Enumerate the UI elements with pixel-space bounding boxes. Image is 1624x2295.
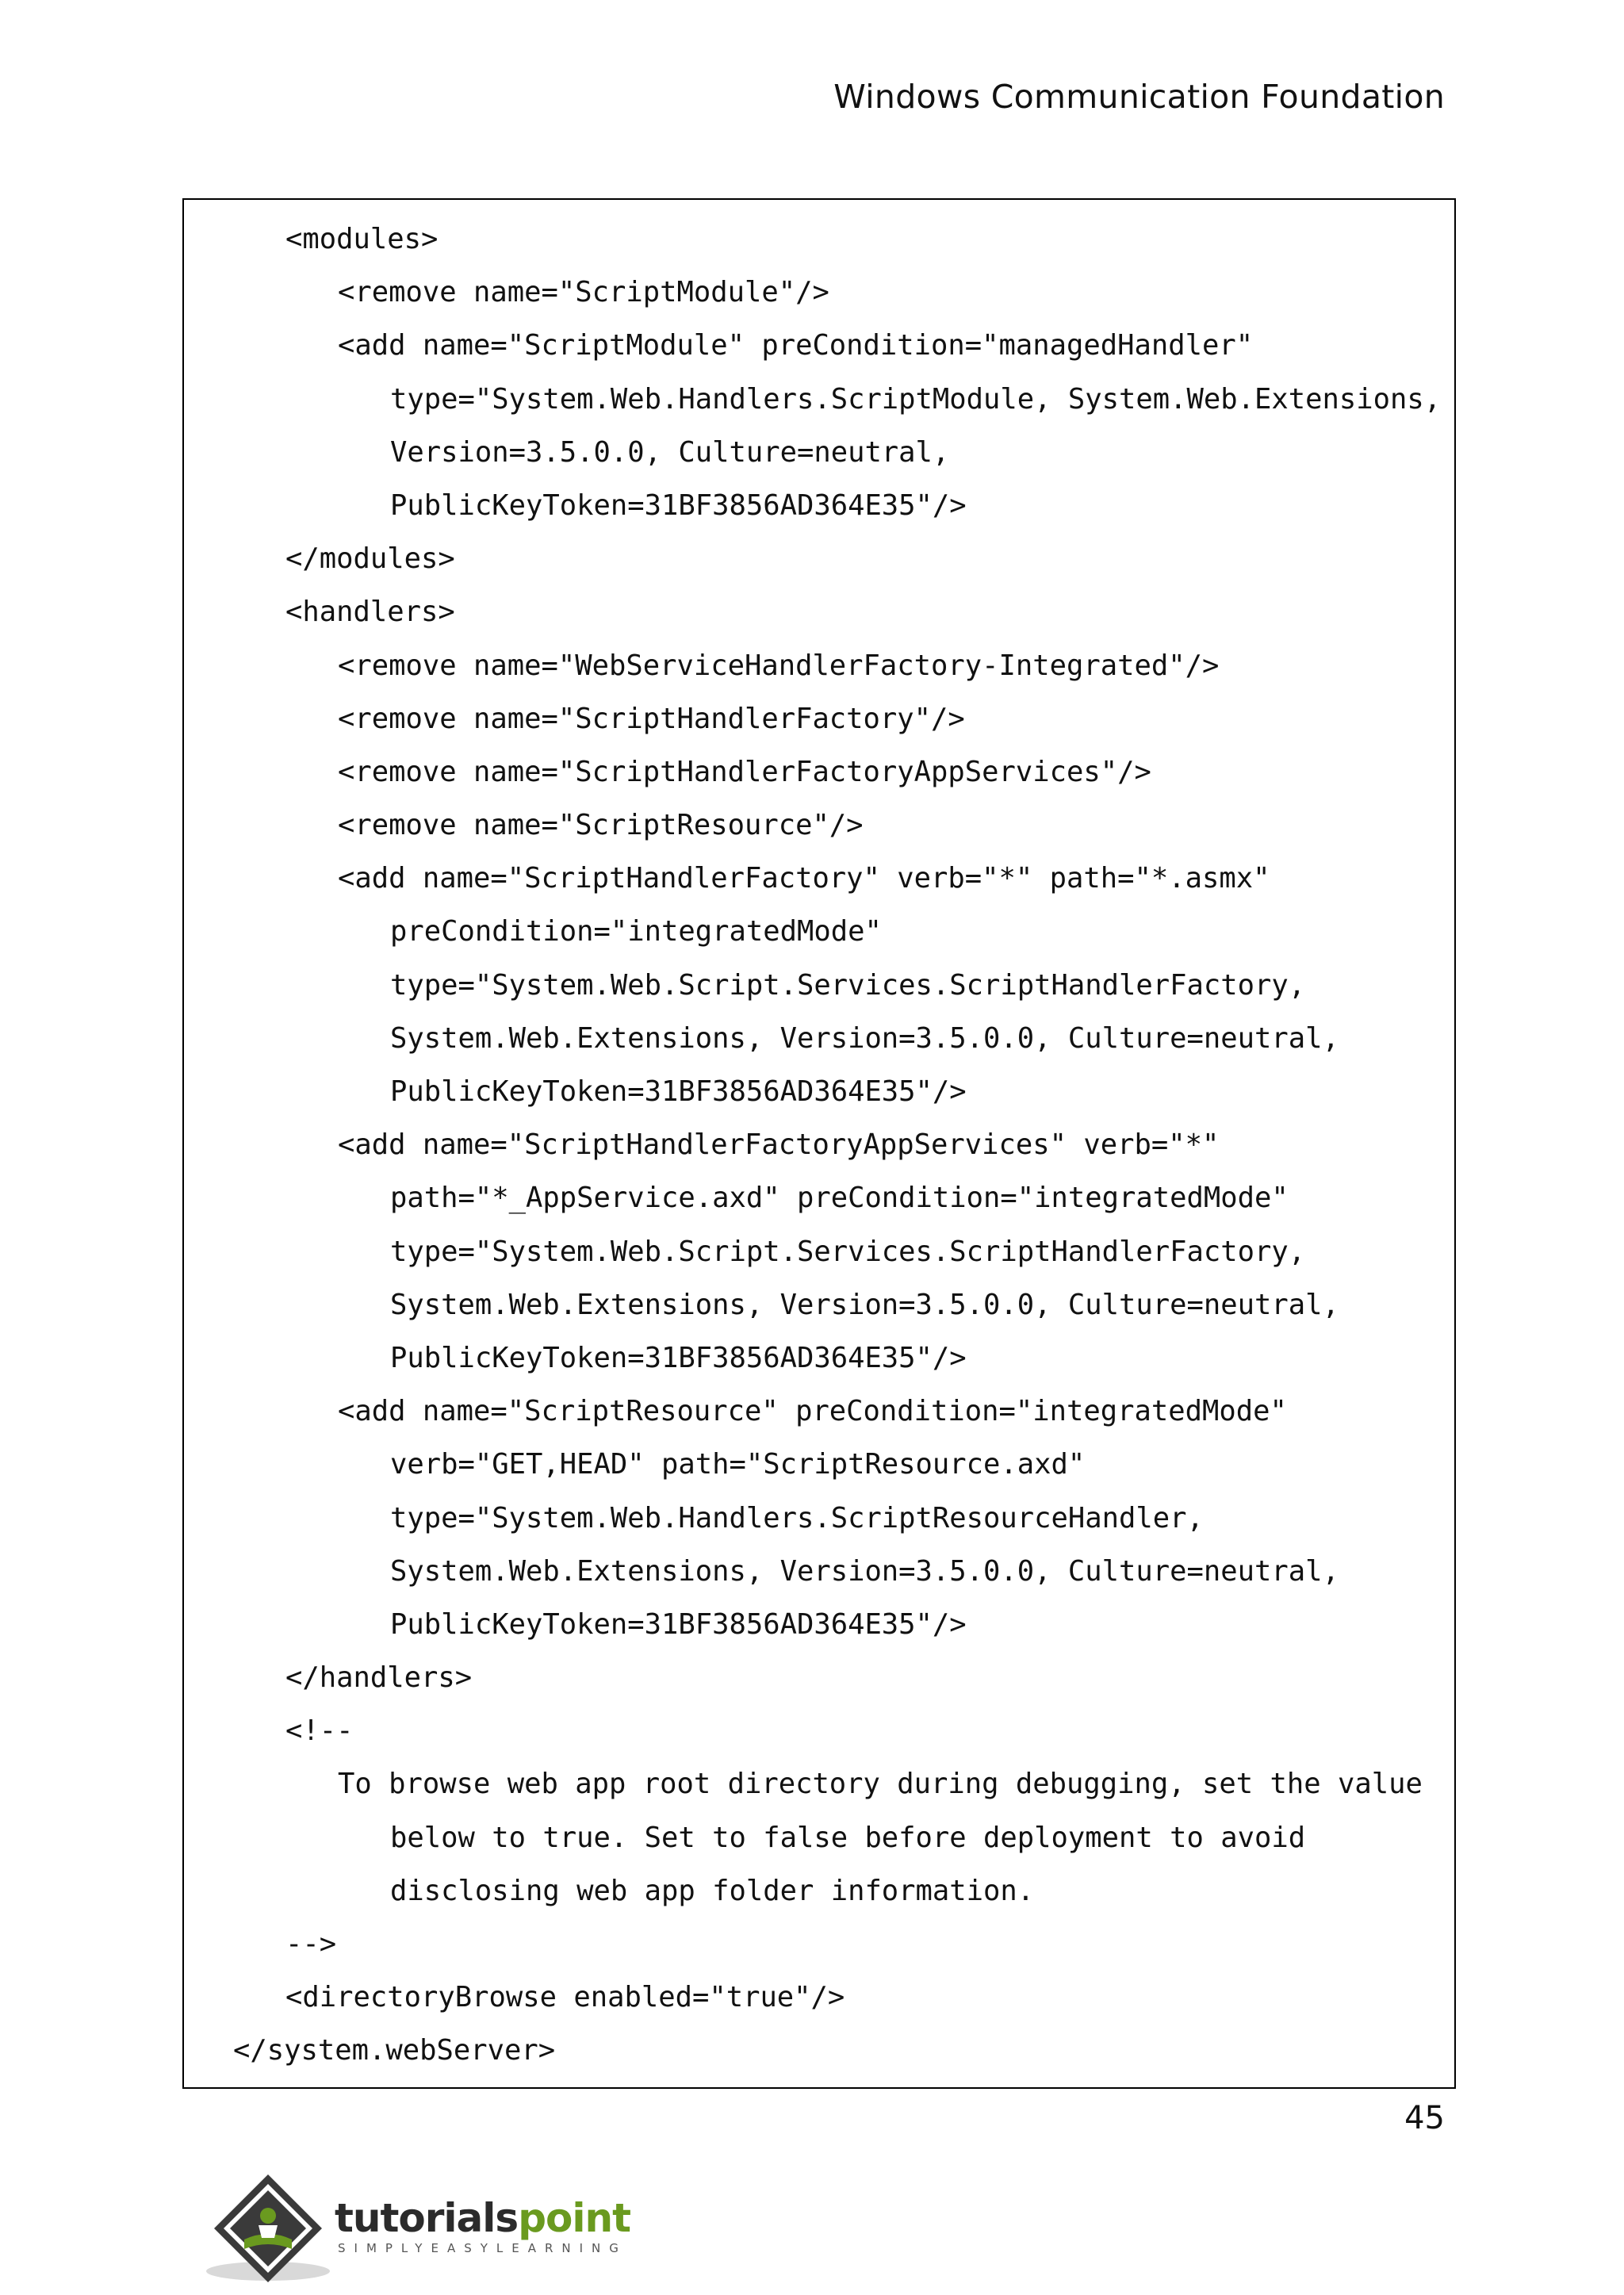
code-line: System.Web.Extensions, Version=3.5.0.0, Culture=neutral, [390,1288,1339,1321]
code-line: <!-- [285,1715,354,1748]
code-line: --> [285,1928,337,1960]
code-line: </handlers> [285,1661,473,1695]
code-block [182,198,1456,2089]
tutorialspoint-logo [203,2167,663,2285]
code-line: To browse web app root directory during debugging, set the value [338,1768,1423,1801]
logo-name-part2: point [518,2195,630,2241]
logo-tagline: SIMPLYEASYLEARNING [338,2241,627,2255]
code-line: disclosing web app folder information. [390,1874,1035,1907]
code-line: Version=3.5.0.0, Culture=neutral, [390,435,950,469]
code-line: <handlers> [285,596,455,629]
code-line: below to true. Set to false before deployment to avoid [390,1821,1306,1854]
code-line: path="*_AppService.axd" preCondition="integratedMode" [390,1182,1289,1215]
code-line: type="System.Web.Script.Services.ScriptHandlerFactory, [390,1235,1306,1268]
code-line: <add name="ScriptHandlerFactory" verb="*" path="*.asmx" [338,862,1270,895]
code-line: System.Web.Extensions, Version=3.5.0.0, Culture=neutral, [390,1021,1339,1055]
code-line: <remove name="ScriptHandlerFactory"/> [338,702,965,735]
code-line: verb="GET,HEAD" path="ScriptResource.axd" [390,1448,1086,1481]
code-line: type="System.Web.Script.Services.ScriptHandlerFactory, [390,968,1306,1002]
page-header-title: Windows Communication Foundation [833,78,1445,116]
code-line: System.Web.Extensions, Version=3.5.0.0, Culture=neutral, [390,1554,1339,1588]
code-line: <add name="ScriptModule" preCondition="managedHandler" [338,329,1254,362]
code-line: <add name="ScriptResource" preCondition="integratedMode" [338,1395,1287,1428]
code-line: <remove name="WebServiceHandlerFactory-Integrated"/> [338,649,1220,682]
code-line: type="System.Web.Handlers.ScriptResourceHandler, [390,1501,1204,1534]
code-line: <directoryBrowse enabled="true"/> [285,1981,845,2014]
code-line: preCondition="integratedMode" [390,915,882,948]
code-line: <remove name="ScriptHandlerFactoryAppServices"/> [338,755,1151,788]
code-line: <add name="ScriptHandlerFactoryAppServices" verb="*" [338,1128,1220,1162]
code-line: PublicKeyToken=31BF3856AD364E35"/> [390,1607,967,1641]
code-line: <modules> [285,223,439,255]
code-line: <remove name="ScriptResource"/> [338,809,864,842]
code-line: PublicKeyToken=31BF3856AD364E35"/> [390,1075,967,1108]
svg-text:tutorialspoint [335,2195,630,2241]
code-lines [184,213,1454,2078]
code-line: PublicKeyToken=31BF3856AD364E35"/> [390,489,967,522]
code-line: <remove name="ScriptModule"/> [338,276,829,309]
code-line: </modules> [285,542,455,576]
logo-name-part1: tutorials [335,2195,519,2241]
code-line: </system.webServer> [233,2034,556,2067]
page-number: 45 [1404,2100,1445,2136]
code-line: PublicKeyToken=31BF3856AD364E35"/> [390,1341,967,1374]
code-line: type="System.Web.Handlers.ScriptModule, System.Web.Extensions, [390,382,1442,416]
